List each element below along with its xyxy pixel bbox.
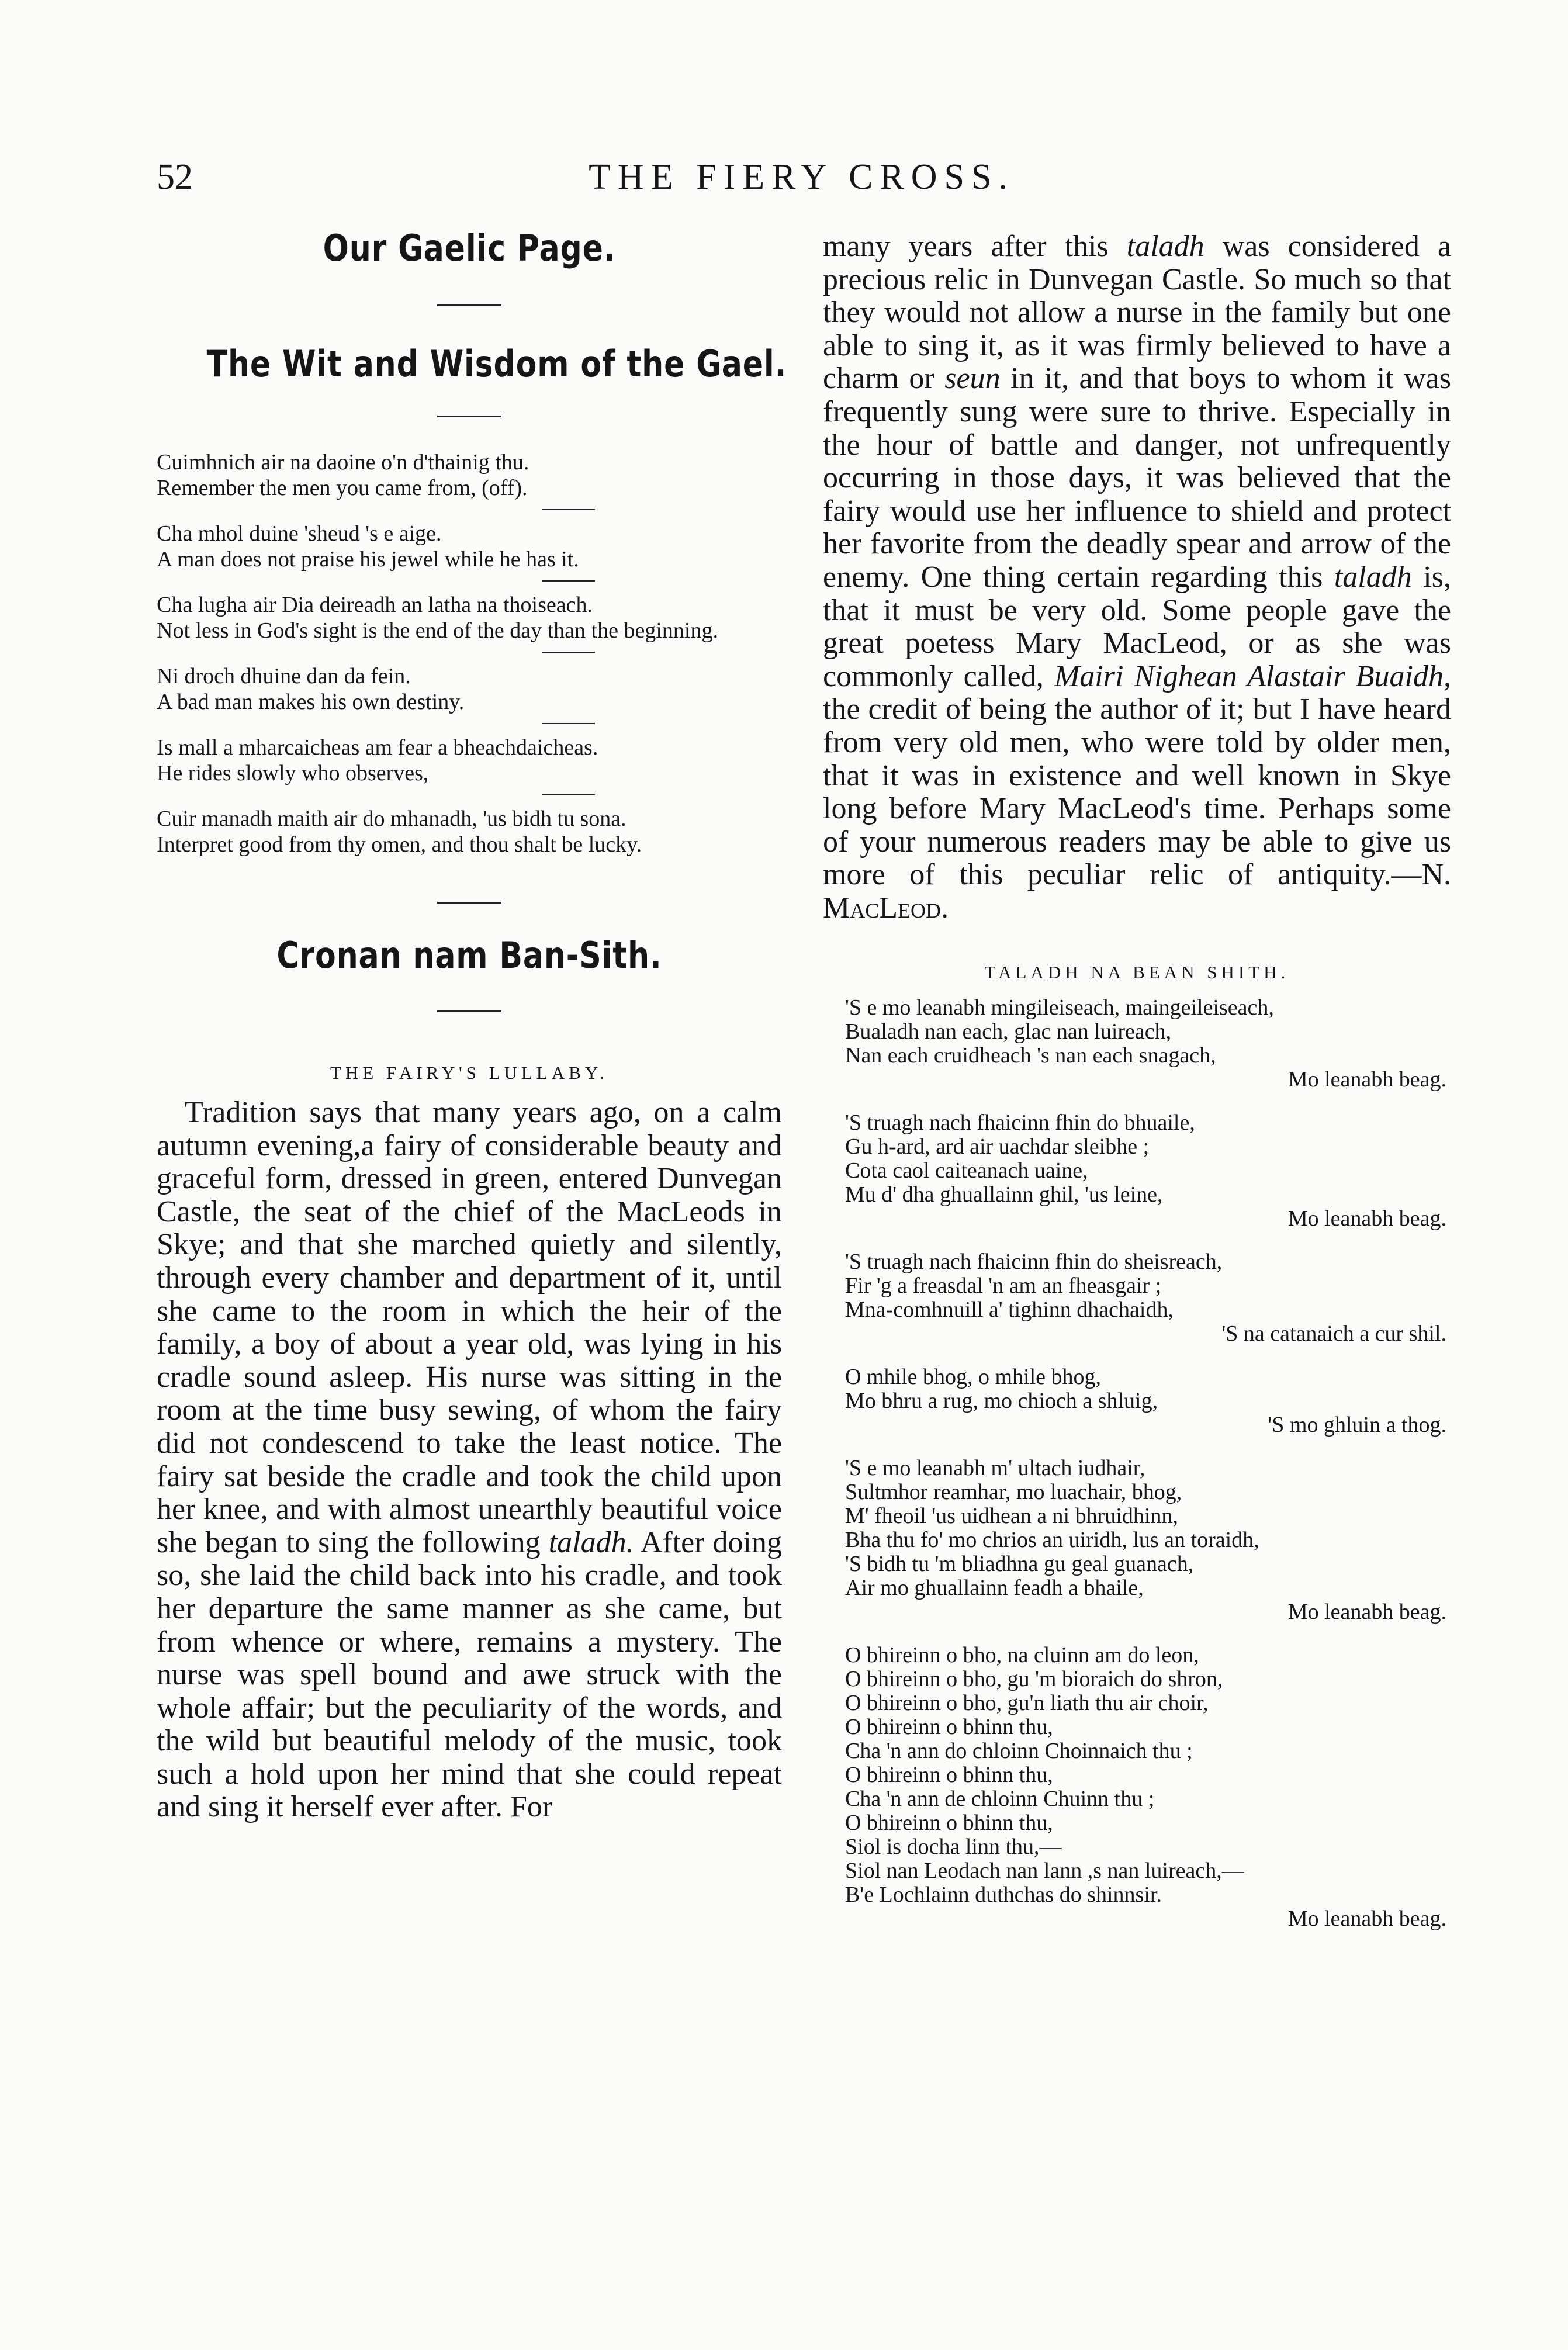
poem-line: Mu d' dha ghuallainn ghil, 'us leine, — [845, 1182, 1163, 1207]
poem-line: O bhireinn o bhinn thu, — [845, 1763, 1053, 1788]
poem-line: Gu h-ard, ard air uachdar sleibhe ; — [845, 1134, 1150, 1160]
poem-stanza — [845, 1456, 1451, 1624]
poem-line: 'S bidh tu 'm bliadhna gu geal guanach, — [845, 1552, 1194, 1577]
poem — [823, 996, 1451, 1931]
proverb-item — [157, 521, 782, 572]
poem-line: 'S truagh nach fhaicinn fhin do sheisreach, — [845, 1250, 1223, 1275]
poem-stanza — [845, 1111, 1451, 1231]
proverb-english: He rides slowly who observes, — [157, 761, 429, 785]
proverb-item — [157, 735, 782, 786]
proverb-gaelic: Ni droch dhuine dan da fein. — [157, 664, 411, 688]
proverb-gaelic: Cuir manadh maith air do mhanadh, 'us bidh tu sona. — [157, 807, 626, 831]
poem-line: O bhireinn o bho, gu 'm bioraich do shron, — [845, 1667, 1223, 1692]
article-italic: Mairi Nighean Alastair Buaidh, — [1054, 659, 1451, 693]
article-text: was considered a precious relic in Dunvegan Castle. So much so that they would not allow a nurse in the family but one able to sing it, as it was firmly believed to have a charm or — [823, 230, 1451, 396]
proverb-item — [157, 806, 782, 857]
poem-line: 'S e mo leanabh mingileiseach, maingeileiseach, — [845, 995, 1274, 1020]
poem-line: Bualadh nan each, glac nan luireach, — [845, 1019, 1172, 1044]
proverb-divider — [542, 652, 595, 653]
poem-line: M' fheoil 'us uidhean a ni bhruidhinn, — [845, 1504, 1178, 1529]
proverb-item — [157, 663, 782, 715]
divider-rule — [437, 1010, 501, 1012]
article-text: in it, and that boys to whom it was frequently sung were sure to thrive. Especially in the hour of battle and danger, not unfrequently occurring in those days, it was believed that the fairy would use her influence to shield and protect her favorite from the deadly spear and arrow of the enemy. One thing certain regarding this — [823, 362, 1452, 594]
proverb-gaelic: Cha lugha air Dia deireadh an latha na thoiseach. — [157, 593, 593, 617]
section-title: Our Gaelic Page. — [323, 227, 616, 269]
page-number: 52 — [157, 157, 193, 197]
article-paragraph — [157, 1096, 782, 1824]
right-column — [823, 230, 1451, 1950]
proverb-item — [157, 449, 782, 501]
poem-refrain: Mo leanabh beag. — [1287, 1206, 1446, 1231]
proverb-item — [157, 592, 782, 643]
poem-line: Fir 'g a freasdal 'n am an fheasgair ; — [845, 1273, 1162, 1299]
article-italic: taladh. — [548, 1525, 634, 1559]
poem-line: Mna-comhnuill a' tighinn dhachaidh, — [845, 1297, 1174, 1323]
poem-refrain: Mo leanabh beag. — [1287, 1600, 1446, 1625]
article-text: the credit of being the author of it; but I have heard from very old men, who were told by older men, that it was in existence and well known in Skye long before Mary MacLeod's time. Perhaps some of your numerous readers may be able to give us more of this peculiar relic of antiquity.—N. — [823, 693, 1451, 892]
divider-rule — [437, 902, 501, 904]
article-title: Cronan nam Ban-Sith. — [276, 934, 662, 977]
poem-title: TALADH NA BEAN SHITH. — [984, 962, 1290, 983]
article-italic: seun — [944, 362, 1001, 396]
proverb-divider — [542, 794, 595, 795]
proverb-gaelic: Is mall a mharcaicheas am fear a bheachdaicheas. — [157, 735, 598, 760]
article-continuation — [823, 230, 1451, 925]
proverb-english: Remember the men you came from, (off). — [157, 476, 528, 500]
poem-line: Siol is docha linn thu,— — [845, 1835, 1062, 1860]
poem-line: Cha 'n ann de chloinn Chuinn thu ; — [845, 1787, 1155, 1812]
article-text: many years after this — [823, 230, 1127, 263]
poem-line: Sultmhor reamhar, mo luachair, bhog, — [845, 1480, 1182, 1505]
proverb-english: Interpret good from thy omen, and thou shalt be lucky. — [157, 832, 642, 857]
poem-stanza — [845, 1250, 1451, 1346]
proverb-divider — [542, 580, 595, 582]
poem-line: Cha 'n ann do chloinn Choinnaich thu ; — [845, 1739, 1193, 1764]
poem-line: Siol nan Leodach nan lann ,s nan luireach,— — [845, 1858, 1244, 1884]
poem-stanza — [845, 1365, 1451, 1437]
article-text: is, that it must be very old. Some people gave the great poetess Mary MacLeod, or as she was commonly called, — [823, 560, 1451, 693]
poem-refrain: Mo leanabh beag. — [1287, 1067, 1446, 1092]
poem-line: 'S truagh nach fhaicinn fhin do bhuaile, — [845, 1110, 1195, 1136]
poem-line: Mo bhru a rug, mo chioch a shluig, — [845, 1389, 1158, 1414]
proverb-english: Not less in God's sight is the end of the day than the beginning. — [157, 618, 718, 643]
proverb-english: A bad man makes his own destiny. — [157, 690, 465, 714]
poem-stanza — [845, 1643, 1451, 1931]
proverb-gaelic: Cha mhol duine 'sheud 's e aige. — [157, 521, 442, 546]
article-author: MacLeod. — [823, 891, 949, 925]
subsection-title: The Wit and Wisdom of the Gael. — [206, 342, 787, 385]
poem-line: O bhireinn o bho, gu'n liath thu air choir, — [845, 1691, 1209, 1716]
running-title: THE FIERY CROSS. — [589, 157, 1015, 197]
left-column — [157, 227, 787, 1824]
divider-rule — [437, 304, 501, 306]
poem-line: Nan each cruidheach 's nan each snagach, — [845, 1043, 1216, 1068]
divider-rule — [437, 416, 501, 417]
proverb-english: A man does not praise his jewel while he has it. — [157, 547, 579, 572]
poem-line: Bha thu fo' mo chrios an uiridh, lus an toraidh, — [845, 1528, 1259, 1553]
article-italic: taladh — [1126, 230, 1204, 263]
poem-line: 'S e mo leanabh m' ultach iudhair, — [845, 1456, 1145, 1481]
poem-line: O bhireinn o bhinn thu, — [845, 1811, 1053, 1836]
poem-line: Cota caol caiteanach uaine, — [845, 1158, 1088, 1183]
poem-line: B'e Lochlainn duthchas do shinnsir. — [845, 1882, 1162, 1908]
poem-line: Air mo ghuallainn feadh a bhaile, — [845, 1576, 1144, 1601]
article-text: Tradition says that many years ago, on a calm autumn evening,a fairy of considerable beauty and graceful form, dressed in green, entered Dunvegan Castle, the seat of the chief of the MacLeods in Skye; and that she marched quietly and silently, through every chamber and department of it, until she came to the room in which the heir of the family, a boy of about a year old, was lying in his cradle sound asleep. His nurse was sitting in the room at the time busy sewing, of whom the fairy did not condescend to take the least notice. The fairy sat beside the cradle and took the child upon her knee, and with almost unearthly beautiful voice she began to sing the following — [157, 1096, 782, 1559]
poem-refrain: Mo leanabh beag. — [1287, 1906, 1446, 1932]
poem-refrain: 'S mo ghluin a thog. — [1268, 1413, 1446, 1438]
article-italic: taladh — [1334, 560, 1412, 594]
proverb-gaelic: Cuimhnich air na daoine o'n d'thainig thu. — [157, 450, 529, 475]
proverb-divider — [542, 509, 595, 510]
poem-line: O mhile bhog, o mhile bhog, — [845, 1365, 1102, 1390]
poem-refrain: 'S na catanaich a cur shil. — [1221, 1321, 1446, 1347]
proverb-divider — [542, 723, 595, 724]
proverb-list — [157, 449, 782, 857]
article-text: After doing so, she laid the child back into his cradle, and took her departure the same manner as she came, but from whence or where, remains a mystery. The nurse was spell bound and awe struck with the whole affair; but the peculiarity of the words, and the wild but beautiful melody of the music, took such a hold upon her mind that she could repeat and sing it herself ever after. For — [157, 1525, 782, 1824]
poem-line: O bhireinn o bho, na cluinn am do leon, — [845, 1643, 1199, 1668]
poem-line: O bhireinn o bhinn thu, — [845, 1715, 1053, 1740]
poem-stanza — [845, 996, 1451, 1092]
article-subtitle: THE FAIRY'S LULLABY. — [330, 1062, 608, 1083]
